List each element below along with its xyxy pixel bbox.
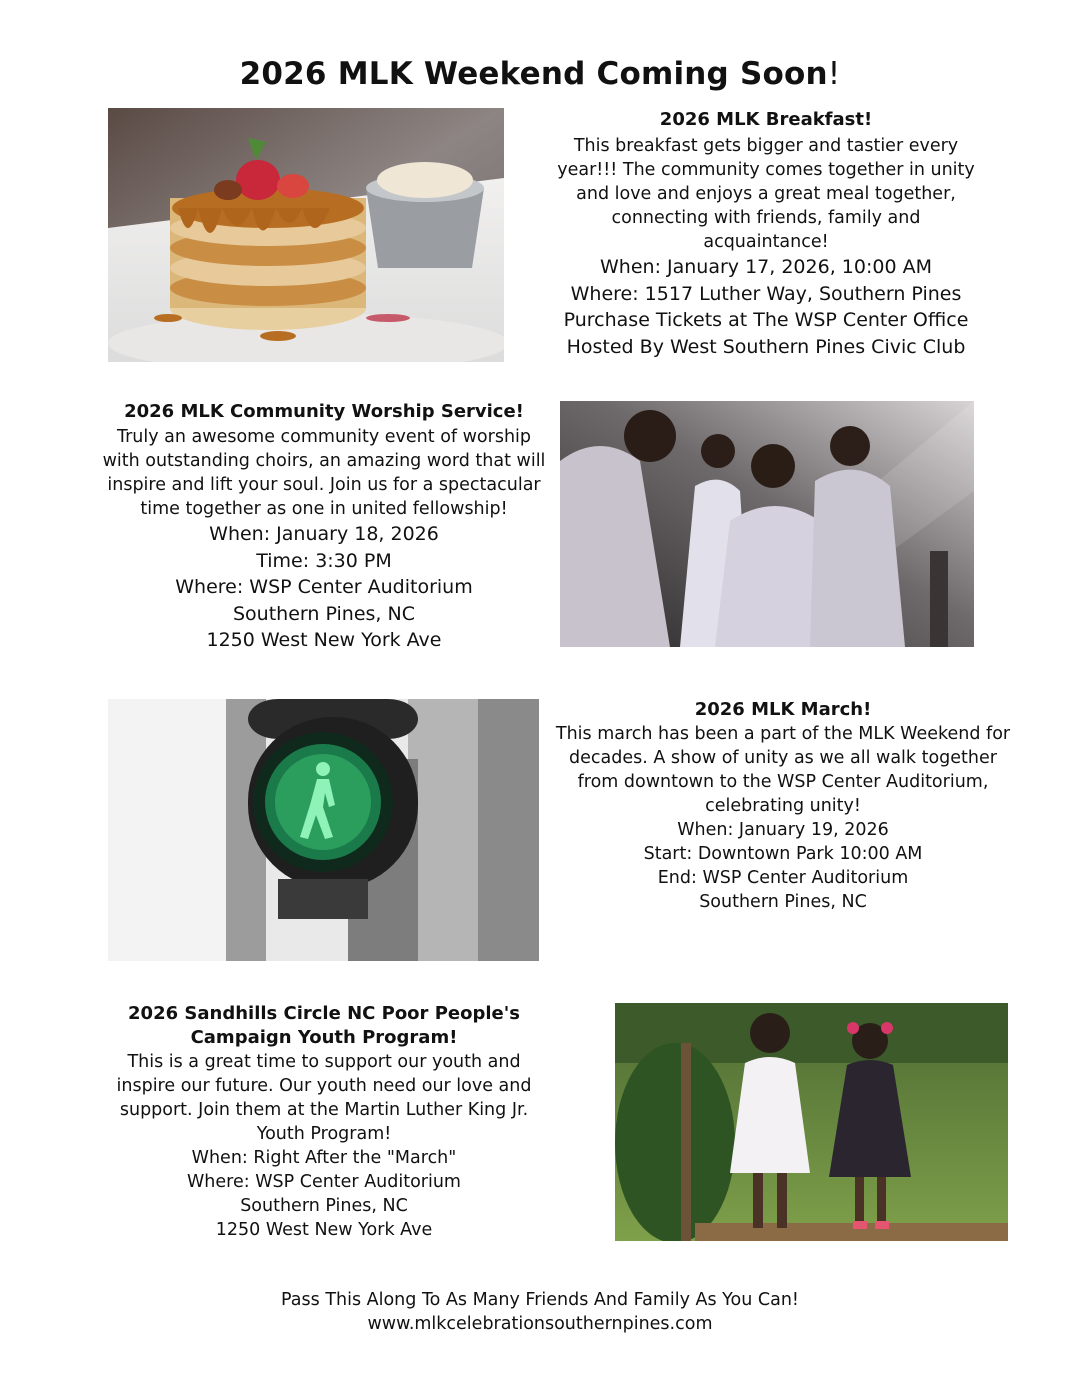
youth-details: When: Right After the "March" Where: WSP Center Auditorium Southern Pines, NC 1250 West New York Ave bbox=[187, 1148, 461, 1240]
breakfast-heading: 2026 MLK Breakfast! bbox=[659, 109, 873, 130]
breakfast-details: When: January 17, 2026, 10:00 AM Where: 1517 Luther Way, Southern Pines Purchase Tickets at The WSP Center Office Hosted By West Southern Pines Civic Club bbox=[563, 256, 969, 358]
crosswalk-signal-photo bbox=[108, 699, 539, 961]
youth-section bbox=[100, 1002, 548, 1242]
breakfast-description: This breakfast gets bigger and tastier every year!!! The community comes together in unity and love and enjoys a great meal together, connecting with friends, family and acquaintance! bbox=[557, 136, 975, 252]
march-heading: 2026 MLK March! bbox=[694, 699, 872, 720]
website-link[interactable]: www.mlkcelebrationsouthernpines.com bbox=[367, 1314, 713, 1334]
worship-details: When: January 18, 2026 Time: 3:30 PM Where: WSP Center Auditorium Southern Pines, NC 1250 West New York Ave bbox=[175, 523, 473, 651]
footer-note: Pass This Along To As Many Friends And Family As You Can! bbox=[281, 1290, 799, 1310]
youth-heading: 2026 Sandhills Circle NC Poor People's Campaign Youth Program! bbox=[128, 1003, 520, 1048]
youth-description: This is a great time to support our youth and inspire our future. Our youth need our love and support. Join them at the Martin Luther King Jr. Youth Program! bbox=[116, 1052, 532, 1144]
children-photo bbox=[615, 1003, 1008, 1241]
choir-photo bbox=[560, 401, 974, 647]
worship-section bbox=[100, 400, 548, 654]
worship-heading: 2026 MLK Community Worship Service! bbox=[124, 401, 524, 422]
breakfast-section bbox=[550, 108, 982, 360]
page-title: 2026 MLK Weekend Coming Soon! bbox=[239, 56, 841, 92]
worship-description: Truly an awesome community event of worship with outstanding choirs, an amazing word that will inspire and lift your soul. Join us for a spectacular time together as one in united fellowship! bbox=[102, 427, 546, 519]
footer bbox=[0, 1288, 1080, 1336]
march-details: When: January 19, 2026 Start: Downtown Park 10:00 AM End: WSP Center Auditorium Southern Pines, NC bbox=[643, 820, 923, 912]
march-description: This march has been a part of the MLK Weekend for decades. A show of unity as we all walk together from downtown to the WSP Center Auditorium, celebrating unity! bbox=[555, 724, 1011, 816]
march-section bbox=[550, 698, 1016, 914]
pancakes-photo bbox=[108, 108, 504, 362]
